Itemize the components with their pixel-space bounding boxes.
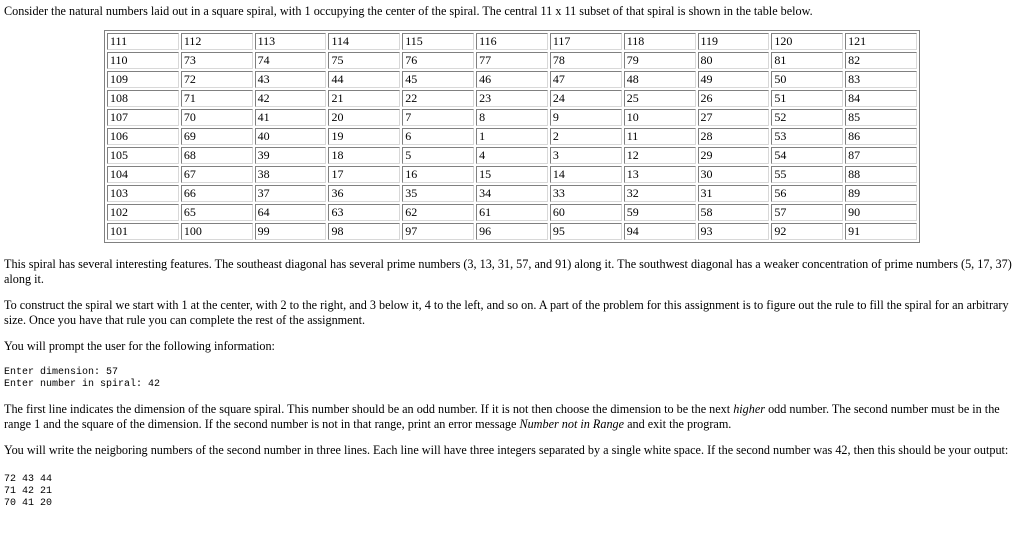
spiral-cell: 1 (476, 128, 548, 145)
prompt-line-dimension: Enter dimension: 57 (4, 367, 119, 378)
spiral-cell: 10 (624, 109, 696, 126)
diagonal-primes-paragraph: This spiral has several interesting features. The southeast diagonal has several prime numbers (3, 13, 31, 57, and 91) along it. The southwest diagonal has a weaker concentration of prime numbers (5, 17, 37) along it. (4, 257, 1012, 286)
spiral-cell: 2 (550, 128, 622, 145)
spiral-cell: 12 (624, 147, 696, 164)
spiral-cell: 86 (845, 128, 917, 145)
spiral-cell: 46 (476, 71, 548, 88)
spiral-cell: 50 (771, 71, 843, 88)
spiral-cell: 23 (476, 90, 548, 107)
spiral-cell: 101 (107, 223, 179, 240)
spiral-cell: 113 (255, 33, 327, 50)
spiral-cell: 57 (771, 204, 843, 221)
spiral-row (107, 90, 917, 107)
spiral-cell: 26 (698, 90, 770, 107)
spiral-cell: 77 (476, 52, 548, 69)
construction-paragraph: To construct the spiral we start with 1 at the center, with 2 to the right, and 3 below it, 4 to the left, and so on. A part of the problem for this assignment is to figure out the rule to fill the spiral for an arbitrary size. Once you have that rule you can complete the rest of the assignment. (4, 298, 1009, 327)
rules-text-a: The first line indicates the dimension of the square spiral. This number should be an odd number. If it is not then choose the dimension to be the next (4, 402, 734, 416)
spiral-cell: 22 (402, 90, 474, 107)
spiral-cell: 118 (624, 33, 696, 50)
spiral-cell: 117 (550, 33, 622, 50)
spiral-cell: 93 (698, 223, 770, 240)
spiral-row (107, 71, 917, 88)
spiral-cell: 36 (328, 185, 400, 202)
spiral-cell: 91 (845, 223, 917, 240)
spiral-cell: 80 (698, 52, 770, 69)
spiral-cell: 120 (771, 33, 843, 50)
spiral-cell: 107 (107, 109, 179, 126)
spiral-cell: 13 (624, 166, 696, 183)
spiral-cell: 19 (328, 128, 400, 145)
spiral-cell: 34 (476, 185, 548, 202)
spiral-cell: 55 (771, 166, 843, 183)
spiral-cell: 25 (624, 90, 696, 107)
spiral-cell: 116 (476, 33, 548, 50)
spiral-cell: 48 (624, 71, 696, 88)
spiral-cell: 68 (181, 147, 253, 164)
rules-paragraph (4, 402, 1020, 432)
spiral-cell: 6 (402, 128, 474, 145)
spiral-cell: 112 (181, 33, 253, 50)
spiral-cell: 81 (771, 52, 843, 69)
spiral-cell: 38 (255, 166, 327, 183)
spiral-cell: 74 (255, 52, 327, 69)
output-line-1: 72 43 44 (4, 474, 53, 485)
rules-text-c: and exit the program. (624, 417, 732, 431)
output-line-2: 71 42 21 (4, 486, 53, 497)
spiral-cell: 75 (328, 52, 400, 69)
spiral-cell: 49 (698, 71, 770, 88)
assignment-document (4, 2, 1020, 510)
spiral-cell: 64 (255, 204, 327, 221)
spiral-cell: 39 (255, 147, 327, 164)
spiral-cell: 17 (328, 166, 400, 183)
spiral-cell: 5 (402, 147, 474, 164)
spiral-cell: 4 (476, 147, 548, 164)
spiral-cell: 114 (328, 33, 400, 50)
spiral-cell: 40 (255, 128, 327, 145)
spiral-cell: 9 (550, 109, 622, 126)
prompt-line-number: Enter number in spiral: 42 (4, 379, 161, 390)
spiral-cell: 121 (845, 33, 917, 50)
spiral-cell: 16 (402, 166, 474, 183)
spiral-cell: 106 (107, 128, 179, 145)
spiral-cell: 21 (328, 90, 400, 107)
spiral-cell: 42 (255, 90, 327, 107)
spiral-cell: 69 (181, 128, 253, 145)
spiral-cell: 102 (107, 204, 179, 221)
spiral-cell: 99 (255, 223, 327, 240)
spiral-row (107, 33, 917, 50)
spiral-cell: 14 (550, 166, 622, 183)
spiral-cell: 92 (771, 223, 843, 240)
spiral-cell: 104 (107, 166, 179, 183)
spiral-cell: 103 (107, 185, 179, 202)
spiral-cell: 8 (476, 109, 548, 126)
spiral-cell: 111 (107, 33, 179, 50)
spiral-cell: 52 (771, 109, 843, 126)
spiral-cell: 82 (845, 52, 917, 69)
spiral-cell: 83 (845, 71, 917, 88)
spiral-cell: 31 (698, 185, 770, 202)
spiral-cell: 89 (845, 185, 917, 202)
spiral-cell: 37 (255, 185, 327, 202)
spiral-cell: 94 (624, 223, 696, 240)
spiral-cell: 85 (845, 109, 917, 126)
spiral-row (107, 109, 917, 126)
output-paragraph: You will write the neigboring numbers of the second number in three lines. Each line will have three integers separated by a single white space. If the second number was 42, then this should be your output: (4, 443, 1009, 457)
rules-emphasis-error: Number not in Range (519, 417, 625, 431)
spiral-cell: 15 (476, 166, 548, 183)
spiral-cell: 110 (107, 52, 179, 69)
spiral-cell: 88 (845, 166, 917, 183)
spiral-cell: 73 (181, 52, 253, 69)
spiral-cell: 7 (402, 109, 474, 126)
spiral-row (107, 185, 917, 202)
spiral-cell: 18 (328, 147, 400, 164)
spiral-cell: 43 (255, 71, 327, 88)
spiral-cell: 71 (181, 90, 253, 107)
spiral-row (107, 128, 917, 145)
spiral-row (107, 166, 917, 183)
spiral-cell: 100 (181, 223, 253, 240)
output-line-3: 70 41 20 (4, 498, 53, 509)
spiral-cell: 115 (402, 33, 474, 50)
spiral-cell: 105 (107, 147, 179, 164)
spiral-row (107, 147, 917, 164)
spiral-cell: 32 (624, 185, 696, 202)
spiral-cell: 84 (845, 90, 917, 107)
output-example (4, 474, 1020, 510)
rules-text-b: odd number. The second number must be in the range 1 and the square of the dimension. If the second number is not in that range, print an error message (4, 402, 1000, 431)
spiral-row (107, 223, 917, 240)
rules-emphasis-higher: higher (733, 402, 766, 416)
spiral-cell: 47 (550, 71, 622, 88)
spiral-cell: 108 (107, 90, 179, 107)
spiral-cell: 27 (698, 109, 770, 126)
spiral-cell: 87 (845, 147, 917, 164)
spiral-cell: 51 (771, 90, 843, 107)
spiral-cell: 98 (328, 223, 400, 240)
spiral-cell: 76 (402, 52, 474, 69)
spiral-cell: 119 (698, 33, 770, 50)
spiral-cell: 11 (624, 128, 696, 145)
prompt-example (4, 367, 1020, 391)
spiral-cell: 109 (107, 71, 179, 88)
spiral-cell: 29 (698, 147, 770, 164)
spiral-cell: 96 (476, 223, 548, 240)
spiral-cell: 79 (624, 52, 696, 69)
spiral-cell: 70 (181, 109, 253, 126)
spiral-cell: 67 (181, 166, 253, 183)
spiral-cell: 61 (476, 204, 548, 221)
spiral-cell: 60 (550, 204, 622, 221)
spiral-cell: 41 (255, 109, 327, 126)
spiral-row (107, 52, 917, 69)
spiral-cell: 54 (771, 147, 843, 164)
spiral-cell: 30 (698, 166, 770, 183)
spiral-cell: 20 (328, 109, 400, 126)
spiral-cell: 45 (402, 71, 474, 88)
spiral-cell: 53 (771, 128, 843, 145)
spiral-cell: 56 (771, 185, 843, 202)
spiral-cell: 58 (698, 204, 770, 221)
spiral-cell: 90 (845, 204, 917, 221)
spiral-cell: 97 (402, 223, 474, 240)
spiral-table (104, 30, 920, 243)
spiral-cell: 44 (328, 71, 400, 88)
spiral-cell: 72 (181, 71, 253, 88)
spiral-cell: 62 (402, 204, 474, 221)
spiral-cell: 63 (328, 204, 400, 221)
spiral-cell: 33 (550, 185, 622, 202)
spiral-cell: 66 (181, 185, 253, 202)
prompt-intro-paragraph: You will prompt the user for the following information: (4, 339, 275, 353)
spiral-cell: 95 (550, 223, 622, 240)
spiral-cell: 28 (698, 128, 770, 145)
spiral-cell: 24 (550, 90, 622, 107)
spiral-cell: 59 (624, 204, 696, 221)
intro-paragraph: Consider the natural numbers laid out in a square spiral, with 1 occupying the center of the spiral. The central 11 x 11 subset of that spiral is shown in the table below. (4, 4, 813, 18)
spiral-cell: 78 (550, 52, 622, 69)
spiral-cell: 3 (550, 147, 622, 164)
spiral-cell: 65 (181, 204, 253, 221)
spiral-cell: 35 (402, 185, 474, 202)
spiral-row (107, 204, 917, 221)
